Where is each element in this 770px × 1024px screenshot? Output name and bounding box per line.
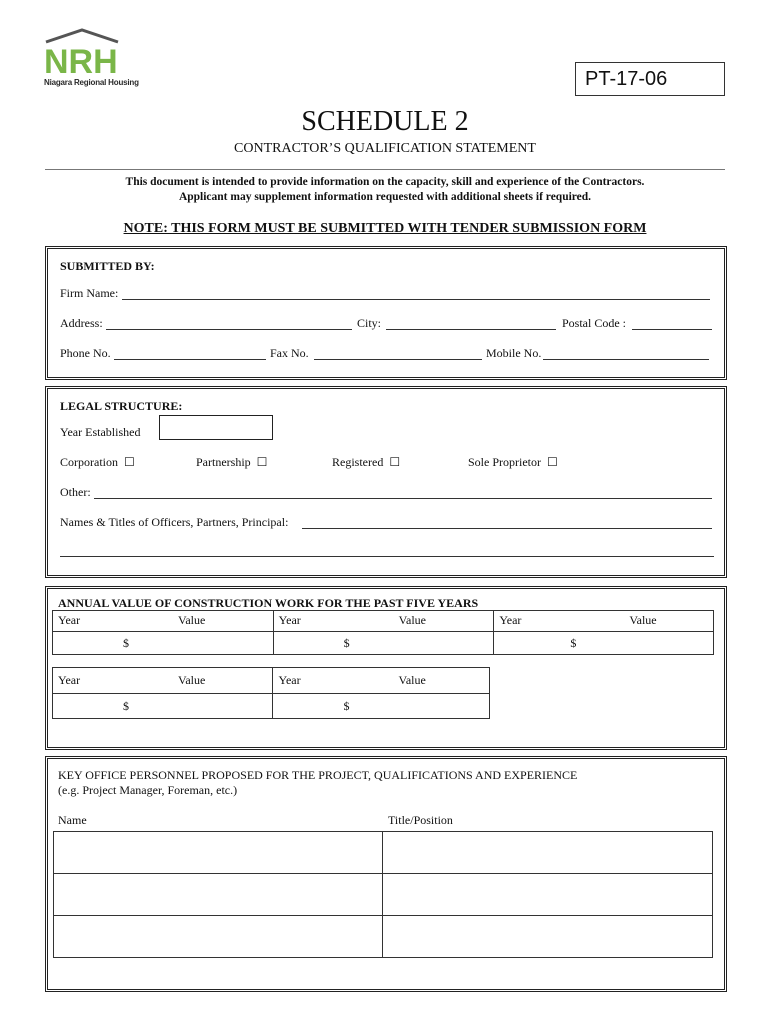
- option-sole-proprietor[interactable]: [468, 455, 558, 470]
- year-label: Year: [278, 613, 301, 627]
- legal-structure-heading: LEGAL STRUCTURE:: [60, 399, 183, 413]
- divider: [45, 169, 725, 170]
- title-cell[interactable]: [382, 916, 713, 958]
- annual-value-table-2: [52, 667, 490, 719]
- year-cell-5[interactable]: [273, 668, 490, 694]
- personnel-section: [45, 756, 727, 992]
- personnel-example: (e.g. Project Manager, Foreman, etc.): [58, 783, 238, 797]
- title-cell[interactable]: [382, 874, 713, 916]
- option-partnership[interactable]: [196, 455, 267, 470]
- currency-symbol: $: [343, 636, 350, 650]
- name-cell[interactable]: [54, 916, 383, 958]
- logo-text: NRH: [44, 43, 118, 81]
- mobile-label: Mobile No.: [486, 346, 542, 360]
- currency-symbol: $: [343, 699, 350, 713]
- year-established-label: Year Established: [60, 425, 141, 439]
- value-label: Value: [629, 613, 657, 627]
- fax-label: Fax No.: [270, 346, 309, 360]
- option-corporation[interactable]: [60, 455, 135, 470]
- year-cell-1[interactable]: [53, 611, 274, 632]
- value-label: Value: [398, 673, 426, 687]
- annual-value-section: [45, 586, 727, 750]
- other-field[interactable]: [94, 498, 712, 499]
- year-label: Year: [58, 673, 81, 687]
- address-label: Address:: [60, 316, 103, 330]
- currency-symbol: $: [123, 636, 129, 650]
- option-corporation-label: Corporation: [60, 455, 118, 469]
- submitted-by-heading: SUBMITTED BY:: [60, 259, 155, 273]
- firm-name-label: Firm Name:: [60, 286, 119, 300]
- value-label: Value: [178, 673, 206, 687]
- checkbox-icon[interactable]: ☐: [253, 455, 268, 469]
- year-label: Year: [499, 613, 522, 627]
- value-label: Value: [398, 613, 426, 627]
- year-cell-3[interactable]: [494, 611, 714, 632]
- checkbox-icon[interactable]: ☐: [121, 455, 135, 469]
- option-registered[interactable]: [332, 455, 400, 470]
- firm-name-field[interactable]: [122, 299, 710, 300]
- option-sole-proprietor-label: Sole Proprietor: [468, 455, 541, 469]
- option-partnership-label: Partnership: [196, 455, 251, 469]
- table-row: [54, 832, 713, 874]
- year-label: Year: [58, 613, 81, 627]
- postal-code-field[interactable]: [632, 329, 712, 330]
- value-cell-3[interactable]: [494, 632, 714, 655]
- legal-structure-section: [45, 386, 727, 578]
- page-title: SCHEDULE 2: [301, 106, 469, 137]
- checkbox-icon[interactable]: ☐: [386, 455, 401, 469]
- title-cell[interactable]: [382, 832, 713, 874]
- year-cell-4[interactable]: [53, 668, 273, 694]
- annual-value-table-1: [52, 610, 714, 655]
- city-field[interactable]: [386, 329, 556, 330]
- option-registered-label: Registered: [332, 455, 384, 469]
- value-label: Value: [178, 613, 206, 627]
- intro-line-2: Applicant may supplement information requested with additional sheets if required.: [178, 191, 592, 203]
- logo-subtitle: Niagara Regional Housing: [44, 78, 139, 87]
- name-column-label: Name: [58, 813, 87, 827]
- city-label: City:: [357, 316, 382, 330]
- year-cell-2[interactable]: [273, 611, 494, 632]
- form-number: PT-17-06: [575, 62, 725, 96]
- phone-field[interactable]: [114, 359, 266, 360]
- personnel-heading: KEY OFFICE PERSONNEL PROPOSED FOR THE PROJECT, QUALIFICATIONS AND EXPERIENCE: [58, 768, 578, 782]
- personnel-table: [53, 831, 713, 958]
- mobile-field[interactable]: [543, 359, 709, 360]
- annual-value-heading: ANNUAL VALUE OF CONSTRUCTION WORK FOR THE PAST FIVE YEARS: [58, 596, 479, 610]
- page-subtitle: CONTRACTOR’S QUALIFICATION STATEMENT: [234, 141, 536, 156]
- other-label: Other:: [60, 485, 91, 499]
- title-column-label: Title/Position: [388, 813, 453, 827]
- checkbox-icon[interactable]: ☐: [544, 455, 558, 469]
- table-row: [54, 874, 713, 916]
- currency-symbol: $: [123, 699, 129, 713]
- phone-label: Phone No.: [60, 346, 111, 360]
- value-cell-4[interactable]: [53, 694, 273, 719]
- currency-symbol: $: [570, 636, 577, 650]
- name-cell[interactable]: [54, 832, 383, 874]
- officers-field-2[interactable]: [60, 556, 714, 557]
- table-row: [54, 916, 713, 958]
- fax-field[interactable]: [314, 359, 482, 360]
- submission-note: NOTE: THIS FORM MUST BE SUBMITTED WITH TENDER SUBMISSION FORM: [123, 221, 647, 236]
- name-cell[interactable]: [54, 874, 383, 916]
- intro-line-1: This document is intended to provide information on the capacity, skill and experience of the Contractors.: [125, 176, 645, 188]
- value-cell-5[interactable]: [273, 694, 490, 719]
- value-cell-1[interactable]: [53, 632, 274, 655]
- year-established-input[interactable]: [159, 415, 273, 440]
- officers-label: Names & Titles of Officers, Partners, Principal:: [60, 515, 289, 529]
- year-label: Year: [278, 673, 301, 687]
- postal-code-label: Postal Code :: [562, 316, 627, 330]
- value-cell-2[interactable]: [273, 632, 494, 655]
- officers-field[interactable]: [302, 528, 712, 529]
- submitted-by-section: [45, 246, 727, 380]
- address-field[interactable]: [106, 329, 352, 330]
